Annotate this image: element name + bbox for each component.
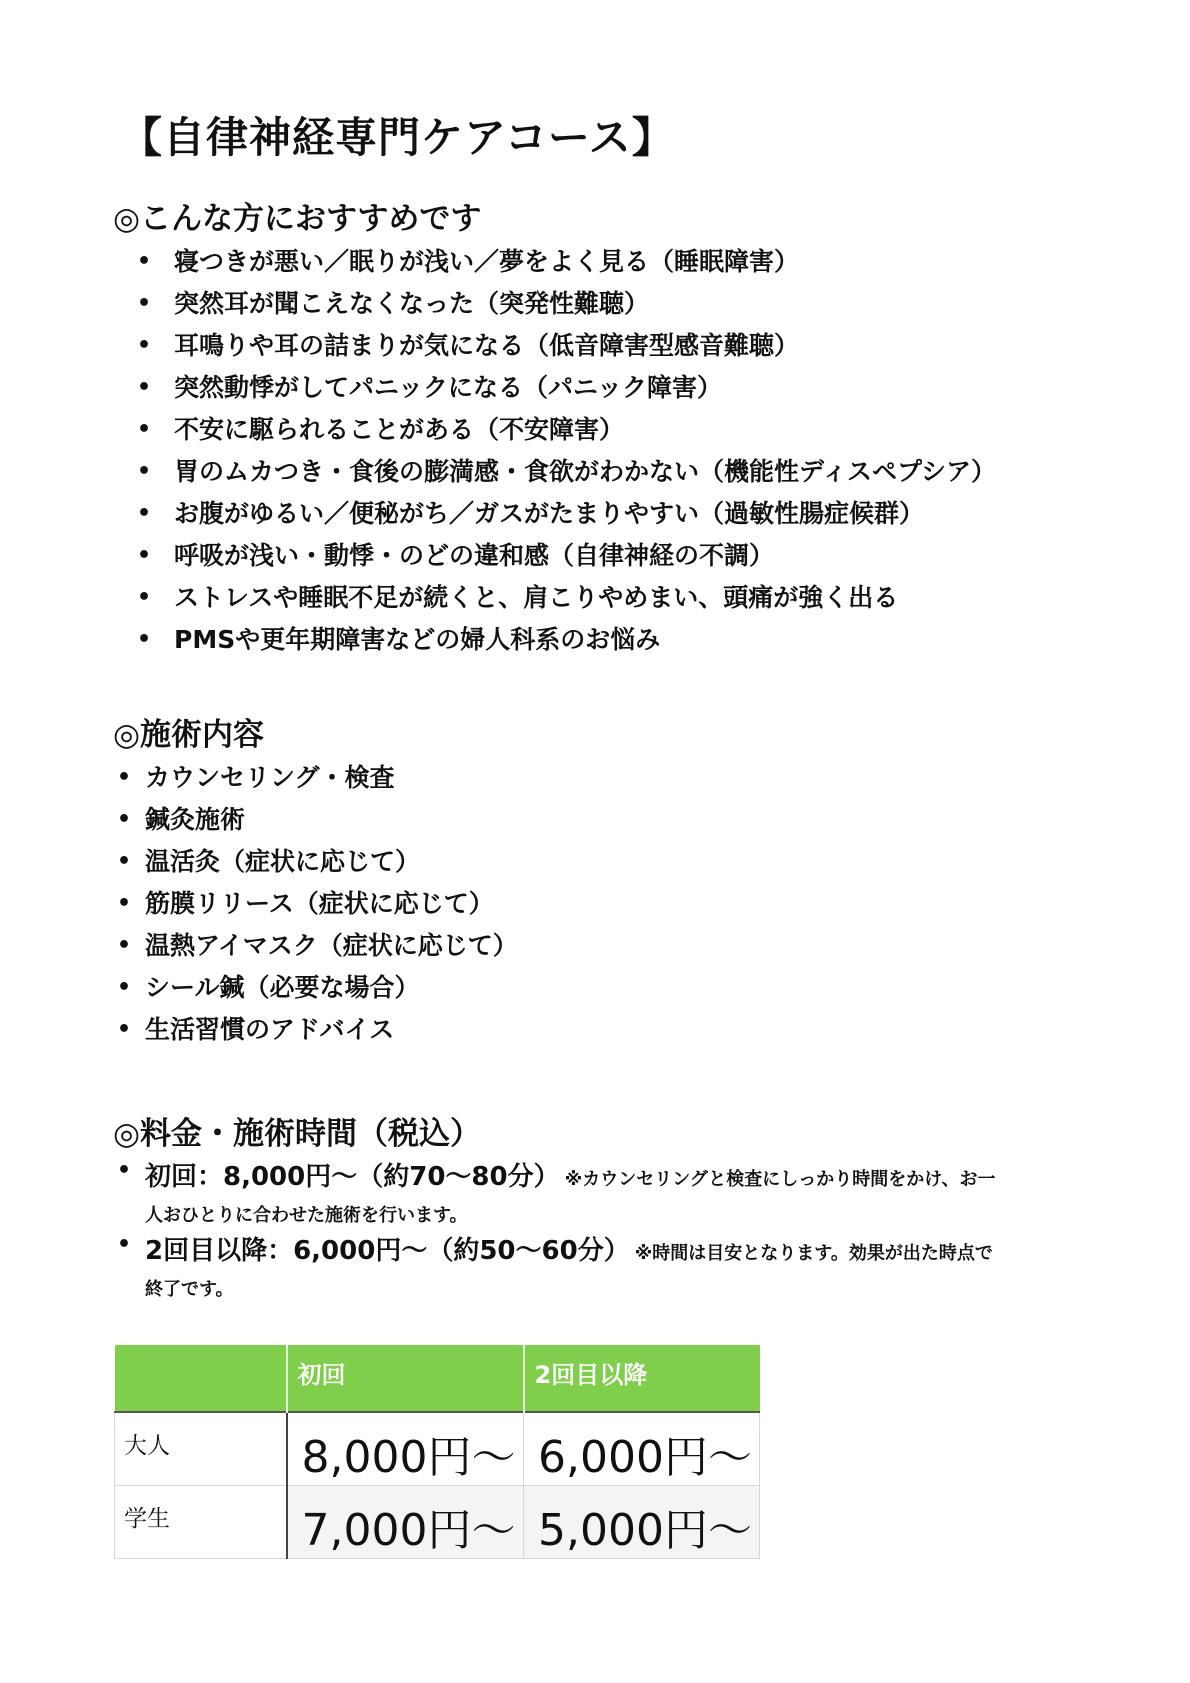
price-heading: ◎料金・施術時間（税込） — [113, 1116, 482, 1152]
bullet: • — [137, 627, 152, 652]
list-item: • 生活習慣のアドバイス — [145, 1009, 518, 1051]
bullet: • — [137, 291, 152, 316]
list-item: • PMSや更年期障害などの婦人科系のお悩み — [174, 619, 996, 661]
list-item: • 突然動悸がしてパニックになる（パニック障害） — [174, 367, 996, 409]
price-second-main: 2回目以降：6,000円〜（約50〜60分） — [145, 1236, 630, 1266]
bullet: • — [117, 933, 132, 958]
price-first-visit — [117, 1156, 1085, 1227]
treatment-heading: ◎施術内容 — [113, 717, 265, 753]
price-cell: 7,000円〜 — [287, 1486, 524, 1559]
bullet: • — [137, 585, 152, 610]
bullet: • — [117, 1017, 132, 1042]
list-item: • 温熱アイマスク（症状に応じて） — [145, 925, 518, 967]
list-item: • お腹がゆるい／便秘がち／ガスがたまりやすい（過敏性腸症候群） — [174, 493, 996, 535]
row-label-student: 学生 — [115, 1486, 287, 1559]
bullet: • — [137, 501, 152, 526]
recommend-heading: ◎こんな方におすすめです — [113, 201, 482, 237]
recommend-list — [137, 241, 997, 661]
row-label-adult: 大人 — [115, 1412, 287, 1486]
price-second-note: ※時間は目安となります。効果が出た時点で — [634, 1243, 993, 1264]
treatment-list — [117, 757, 518, 1051]
list-item: • 耳鳴りや耳の詰まりが気になる（低音障害型感音難聴） — [174, 325, 996, 367]
price-first-main: 初回：8,000円〜（約70〜80分） — [145, 1162, 560, 1192]
list-item: • カウンセリング・検査 — [145, 757, 518, 799]
table-header-first: 初回 — [287, 1345, 524, 1412]
table-header-empty — [115, 1345, 287, 1412]
bullet: • — [117, 849, 132, 874]
list-item: • 鍼灸施術 — [145, 799, 518, 841]
list-item: • 胃のムカつき・食後の膨満感・食欲がわかない（機能性ディスペプシア） — [174, 451, 996, 493]
price-cell: 8,000円〜 — [287, 1412, 524, 1486]
bullet: • — [117, 891, 132, 916]
list-item: • 温活灸（症状に応じて） — [145, 841, 518, 883]
bullet: • — [137, 249, 152, 274]
bullet: • — [137, 459, 152, 484]
bullet: • — [137, 543, 152, 568]
price-cell: 5,000円〜 — [524, 1486, 760, 1559]
list-item: • 突然耳が聞こえなくなった（突発性難聴） — [174, 283, 996, 325]
bullet: • — [137, 375, 152, 400]
bullet: • — [137, 333, 152, 358]
price-cell: 6,000円〜 — [524, 1412, 760, 1486]
table-row — [115, 1486, 760, 1559]
bullet: • — [117, 807, 132, 832]
list-item: • ストレスや睡眠不足が続くと、肩こりやめまい、頭痛が強く出る — [174, 577, 996, 619]
price-first-note-continued: 人おひとりに合わせた施術を行います。 — [145, 1205, 468, 1226]
table-row — [115, 1412, 760, 1486]
bullet: • — [117, 975, 132, 1000]
bullet: • — [117, 765, 132, 790]
list-item: • 不安に駆られることがある（不安障害） — [174, 409, 996, 451]
list-item: • 呼吸が浅い・動悸・のどの違和感（自律神経の不調） — [174, 535, 996, 577]
price-first-note: ※カウンセリングと検査にしっかり時間をかけ、お一 — [564, 1169, 996, 1190]
bullet: • — [117, 1158, 132, 1183]
bullet: • — [137, 417, 152, 442]
bullet: • — [117, 1232, 132, 1257]
price-second-note-continued: 終了です。 — [145, 1279, 234, 1300]
price-repeat-visit — [117, 1230, 1085, 1301]
list-item: • 寝つきが悪い／眠りが浅い／夢をよく見る（睡眠障害） — [174, 241, 996, 283]
table-header-row — [115, 1345, 760, 1412]
fee-table — [114, 1345, 760, 1559]
list-item: • 筋膜リリース（症状に応じて） — [145, 883, 518, 925]
list-item: • シール鍼（必要な場合） — [145, 967, 518, 1009]
page-title: 【自律神経専門ケアコース】 — [120, 113, 675, 162]
table-header-second: 2回目以降 — [524, 1345, 760, 1412]
